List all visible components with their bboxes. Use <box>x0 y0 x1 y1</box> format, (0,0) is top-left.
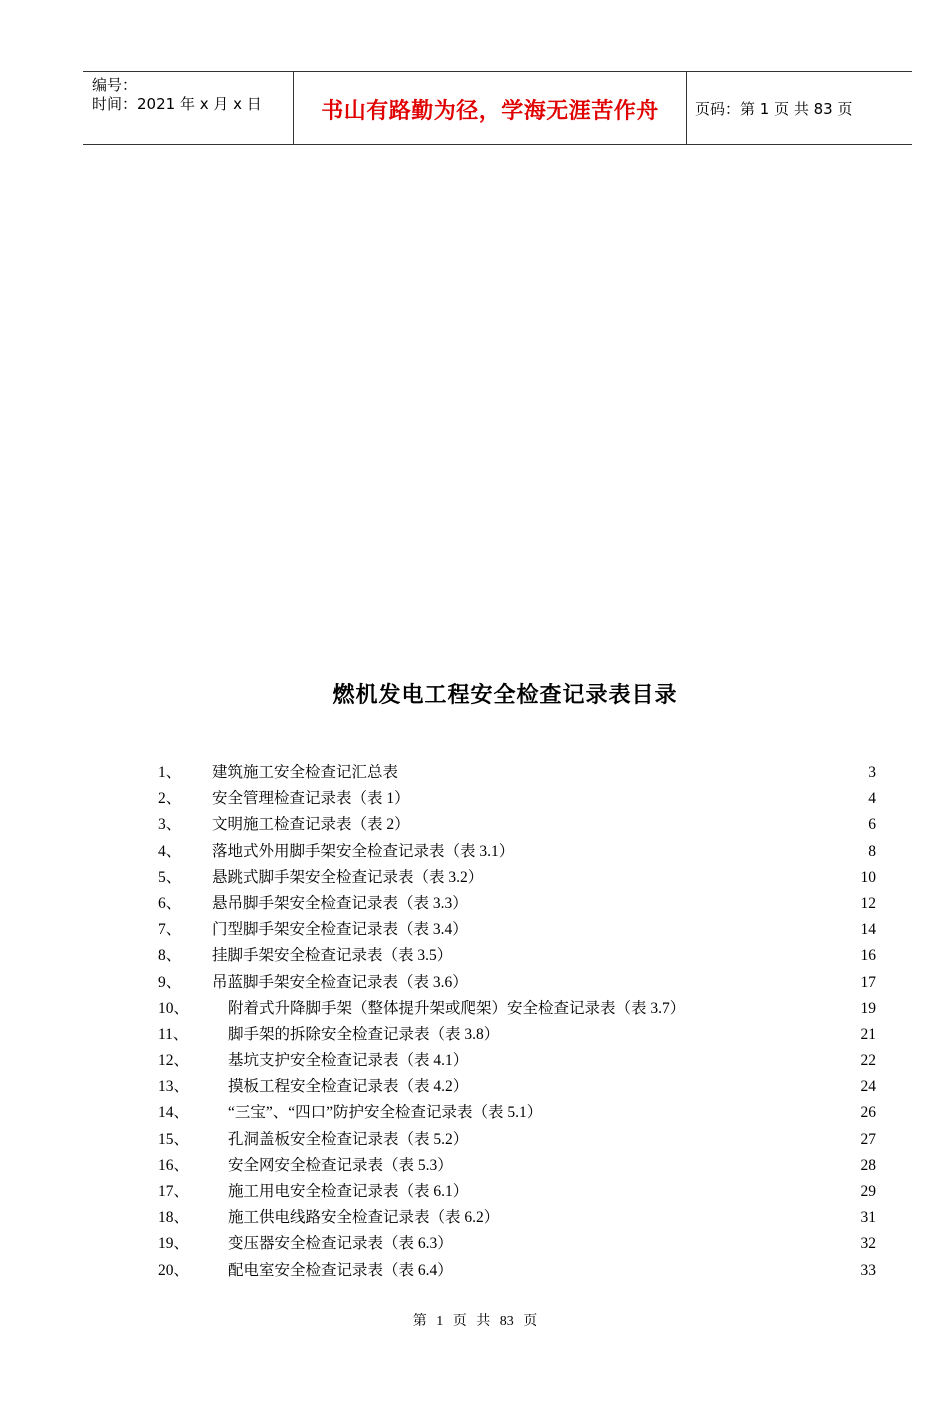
toc-entry[interactable] <box>158 1153 876 1179</box>
toc-entry[interactable] <box>158 786 876 812</box>
toc-entry[interactable] <box>158 812 876 838</box>
time-label: 时间：2021 年 x 月 x 日 <box>92 95 262 113</box>
toc-entry-title: “三宝”、“四口”防护安全检查记录表（表 5.1） <box>228 1104 543 1122</box>
toc-entry-number: 2、 <box>158 790 182 808</box>
toc-entry-title: 施工供电线路安全检查记录表（表 6.2） <box>228 1209 500 1227</box>
toc-entry-number: 20、 <box>158 1261 190 1279</box>
footer-di: 第 <box>412 1314 427 1329</box>
toc-entry-page: 4 <box>868 790 876 808</box>
toc-entry-title: 安全管理检查记录表（表 1） <box>212 790 410 808</box>
toc-entry[interactable] <box>158 1258 876 1284</box>
toc-entry[interactable] <box>158 1074 876 1100</box>
toc-entry-title: 落地式外用脚手架安全检查记录表（表 3.1） <box>212 842 515 860</box>
toc-entry-number: 15、 <box>158 1130 190 1148</box>
toc-entry-title: 文明施工检查记录表（表 2） <box>212 816 410 834</box>
document-header <box>83 71 912 145</box>
toc-entry-title: 基坑支护安全检查记录表（表 4.1） <box>228 1052 469 1070</box>
toc-entry[interactable] <box>158 760 876 786</box>
toc-entry[interactable] <box>158 970 876 996</box>
toc-entry-number: 3、 <box>158 816 182 834</box>
toc-entry[interactable] <box>158 1048 876 1074</box>
document-title: 燃机发电工程安全检查记录表目录 <box>332 683 678 708</box>
toc-entry-page: 10 <box>860 868 876 886</box>
toc-entry[interactable] <box>158 839 876 865</box>
toc-entry[interactable] <box>158 891 876 917</box>
toc-entry-page: 33 <box>860 1261 876 1279</box>
toc-entry-page: 22 <box>860 1052 876 1070</box>
toc-entry-page: 8 <box>868 842 876 860</box>
toc-entry-page: 21 <box>860 1025 876 1043</box>
toc-entry-number: 19、 <box>158 1235 190 1253</box>
toc-entry-page: 16 <box>860 947 876 965</box>
toc-entry-page: 28 <box>860 1156 876 1174</box>
header-motto: 书山有路勤为径，学海无涯苦作舟 <box>321 99 659 124</box>
toc-entry-number: 4、 <box>158 842 182 860</box>
toc-entry-title: 摸板工程安全检查记录表（表 4.2） <box>228 1078 469 1096</box>
header-divider <box>686 72 687 144</box>
toc-entry-page: 29 <box>860 1183 876 1200</box>
toc-entry-title: 安全网安全检查记录表（表 5.3） <box>228 1156 453 1174</box>
toc-entry-number: 12、 <box>158 1052 190 1070</box>
toc-entry-page: 12 <box>860 894 876 912</box>
toc-entry-number: 8、 <box>158 947 182 965</box>
toc-entry[interactable] <box>158 1231 876 1257</box>
toc-entry-page: 24 <box>860 1078 876 1096</box>
toc-entry-page: 19 <box>860 999 876 1017</box>
toc-entry-title: 施工用电安全检查记录表（表 6.1） <box>228 1183 469 1200</box>
toc-entry-number: 14、 <box>158 1104 190 1122</box>
toc-entry-title: 孔洞盖板安全检查记录表（表 5.2） <box>228 1130 469 1148</box>
toc-entry-number: 18、 <box>158 1209 190 1227</box>
footer-ye: 页 <box>523 1314 538 1329</box>
page-footer <box>0 1310 950 1330</box>
toc-entry-page: 17 <box>860 973 876 991</box>
toc-entry-number: 11、 <box>158 1025 189 1043</box>
toc-entry[interactable] <box>158 1205 876 1231</box>
toc-entry[interactable] <box>158 1022 876 1048</box>
toc-entry-page: 3 <box>868 764 876 781</box>
toc-entry[interactable] <box>158 1179 876 1205</box>
header-page-info: 页码：第 1 页 共 83 页 <box>695 100 853 118</box>
toc-entry-page: 6 <box>868 816 876 834</box>
toc-entry-page: 14 <box>860 921 876 939</box>
footer-gong: 共 <box>476 1314 491 1329</box>
toc-entry-title: 悬吊脚手架安全检查记录表（表 3.3） <box>212 894 468 912</box>
table-of-contents <box>158 760 876 1284</box>
toc-entry-number: 6、 <box>158 894 182 912</box>
toc-entry[interactable] <box>158 996 876 1022</box>
toc-entry-number: 7、 <box>158 921 182 939</box>
toc-entry-page: 32 <box>860 1235 876 1253</box>
toc-entry[interactable] <box>158 943 876 969</box>
toc-entry-title: 门型脚手架安全检查记录表（表 3.4） <box>212 921 468 939</box>
toc-entry-title: 附着式升降脚手架（整体提升架或爬架）安全检查记录表（表 3.7） <box>228 999 686 1017</box>
toc-entry-title: 变压器安全检查记录表（表 6.3） <box>228 1235 453 1253</box>
toc-entry[interactable] <box>158 865 876 891</box>
footer-ye: 页 <box>452 1314 467 1329</box>
toc-entry-title: 挂脚手架安全检查记录表（表 3.5） <box>212 947 453 965</box>
toc-entry-title: 建筑施工安全检查记汇总表 <box>212 764 399 781</box>
toc-entry-number: 5、 <box>158 868 182 886</box>
toc-entry[interactable] <box>158 1127 876 1153</box>
toc-entry[interactable] <box>158 1100 876 1126</box>
toc-entry-title: 脚手架的拆除安全检查记录表（表 3.8） <box>228 1025 500 1043</box>
toc-entry-number: 1、 <box>158 764 182 781</box>
header-meta <box>92 76 262 114</box>
toc-entry-number: 9、 <box>158 973 182 991</box>
toc-entry-number: 10、 <box>158 999 190 1017</box>
footer-page-number: 1 <box>436 1314 444 1329</box>
toc-entry-title: 吊蓝脚手架安全检查记录表（表 3.6） <box>212 973 468 991</box>
toc-entry-number: 13、 <box>158 1078 190 1096</box>
toc-entry-title: 悬跳式脚手架安全检查记录表（表 3.2） <box>212 868 484 886</box>
toc-entry-page: 31 <box>860 1209 876 1227</box>
toc-entry-title: 配电室安全检查记录表（表 6.4） <box>228 1261 453 1279</box>
footer-total-pages: 83 <box>499 1314 514 1329</box>
toc-entry-page: 27 <box>860 1130 876 1148</box>
toc-entry-number: 16、 <box>158 1156 190 1174</box>
toc-entry-number: 17、 <box>158 1183 190 1200</box>
toc-entry[interactable] <box>158 917 876 943</box>
number-label: 编号： <box>92 76 138 94</box>
toc-entry-page: 26 <box>860 1104 876 1122</box>
